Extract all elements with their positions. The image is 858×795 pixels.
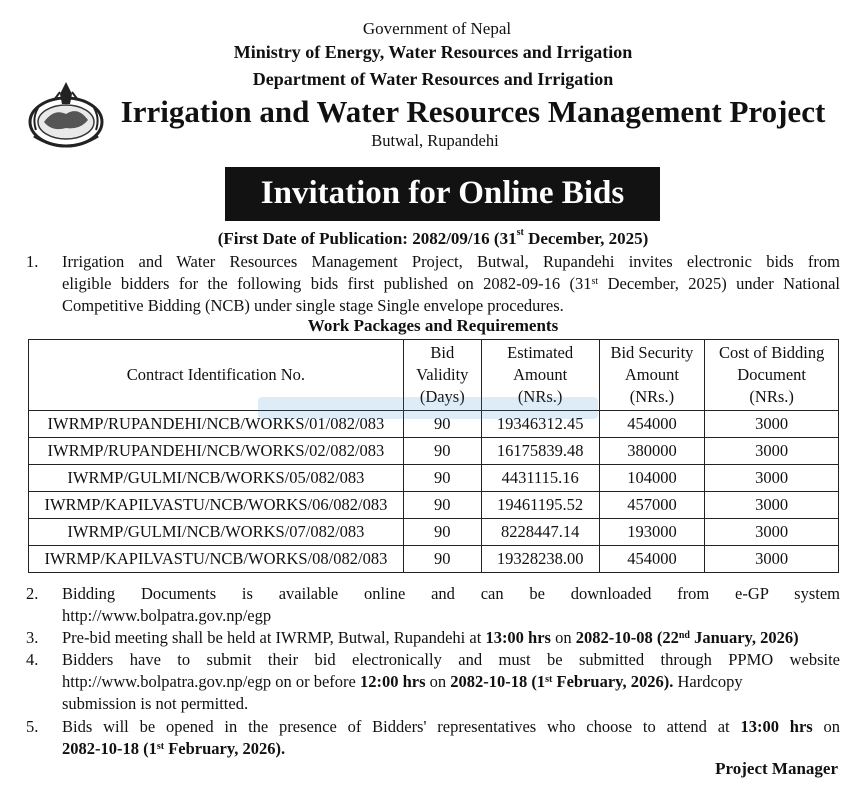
para-2-line-1: Bidding Documents is available online and can be downloaded from e-GP system [62, 584, 840, 603]
estimate-cell: 19328238.00 [481, 546, 599, 573]
para-1-line-1: Irrigation and Water Resources Management Project, Butwal, Rupandehi invites electronic bids from [62, 252, 840, 271]
ministry-name: Ministry of Energy, Water Resources and Irrigation [233, 42, 633, 62]
table-row [29, 492, 839, 519]
project-name: Irrigation and Water Resources Management Project [120, 94, 826, 129]
contract-id-cell: IWRMP/GULMI/NCB/WORKS/05/082/083 [29, 465, 404, 492]
validity-cell: 90 [403, 438, 481, 465]
contract-id-cell: IWRMP/RUPANDEHI/NCB/WORKS/01/082/083 [29, 411, 404, 438]
para-1-line-3: Competitive Bidding (NCB) under single stage Single envelope procedures. [62, 296, 564, 315]
validity-cell: 90 [403, 465, 481, 492]
signature-title: Project Manager [715, 759, 838, 778]
security-cell: 104000 [599, 465, 705, 492]
header-bid-security: Bid Security Amount (NRs.) [599, 340, 705, 411]
estimate-cell: 19461195.52 [481, 492, 599, 519]
estimate-cell: 4431115.16 [481, 465, 599, 492]
security-cell: 454000 [599, 546, 705, 573]
para-4-line-3: submission is not permitted. [62, 694, 249, 713]
cost-cell: 3000 [705, 519, 839, 546]
validity-cell: 90 [403, 519, 481, 546]
para-1-number: 1. [26, 252, 39, 271]
publication-date: (First Date of Publication: 2082/09/16 (31st December, 2025) [217, 227, 649, 248]
estimate-cell: 8228447.14 [481, 519, 599, 546]
validity-cell: 90 [403, 411, 481, 438]
para-3-text: Pre-bid meeting shall be held at IWRMP, Butwal, Rupandehi at 13:00 hrs on 2082-10-08 (22nd January, 2026) [62, 628, 799, 647]
security-cell: 454000 [599, 411, 705, 438]
watermark-icon [258, 391, 598, 425]
para-1-line-2: eligible bidders for the following bids first published on 2082-09-16 (31st December, 2025) under National [62, 274, 840, 293]
notice-title: Invitation for Online Bids [225, 167, 660, 221]
para-4-line-2: http://www.bolpatra.gov.np/egp on or before 12:00 hrs on 2082-10-18 (1st February, 2026). Hardcopy [62, 672, 743, 691]
security-cell: 457000 [599, 492, 705, 519]
contract-id-cell: IWRMP/RUPANDEHI/NCB/WORKS/02/082/083 [29, 438, 404, 465]
validity-cell: 90 [403, 492, 481, 519]
table-row [29, 546, 839, 573]
project-location: Butwal, Rupandehi [371, 131, 499, 150]
egp-link[interactable]: http://www.bolpatra.gov.np/egp [62, 606, 272, 625]
header-estimated-amount: Estimated Amount (NRs.) [481, 340, 599, 411]
work-packages-table [28, 339, 839, 573]
security-cell: 193000 [599, 519, 705, 546]
contract-id-cell: IWRMP/KAPILVASTU/NCB/WORKS/06/082/083 [29, 492, 404, 519]
para-4-line-1: Bidders have to submit their bid electronically and must be submitted through PPMO website [62, 650, 840, 669]
work-packages-heading: Work Packages and Requirements [307, 316, 559, 335]
cost-cell: 3000 [705, 411, 839, 438]
cost-cell: 3000 [705, 465, 839, 492]
para-5-number: 5. [26, 717, 39, 736]
validity-cell: 90 [403, 546, 481, 573]
cost-cell: 3000 [705, 546, 839, 573]
para-3-number: 3. [26, 628, 39, 647]
estimate-cell: 16175839.48 [481, 438, 599, 465]
para-5-line-1: Bids will be opened in the presence of Bidders' representatives who choose to attend at 13:00 hrs on [62, 717, 841, 736]
security-cell: 380000 [599, 438, 705, 465]
cost-cell: 3000 [705, 438, 839, 465]
government-name: Government of Nepal [362, 19, 512, 38]
contract-id-cell: IWRMP/KAPILVASTU/NCB/WORKS/08/082/083 [29, 546, 404, 573]
para-5-line-2: 2082-10-18 (1st February, 2026). [62, 739, 286, 758]
header-contract-id: Contract Identification No. [29, 340, 404, 411]
contract-id-cell: IWRMP/GULMI/NCB/WORKS/07/082/083 [29, 519, 404, 546]
header-bid-validity: Bid Validity (Days) [403, 340, 481, 411]
estimate-cell: 19346312.45 [481, 411, 599, 438]
table-row [29, 438, 839, 465]
para-4-number: 4. [26, 650, 39, 669]
para-2-number: 2. [26, 584, 39, 603]
table-row [29, 465, 839, 492]
header-bidding-cost: Cost of Bidding Document (NRs.) [705, 340, 839, 411]
department-name: Department of Water Resources and Irrigation [252, 69, 614, 89]
cost-cell: 3000 [705, 492, 839, 519]
table-row [29, 519, 839, 546]
